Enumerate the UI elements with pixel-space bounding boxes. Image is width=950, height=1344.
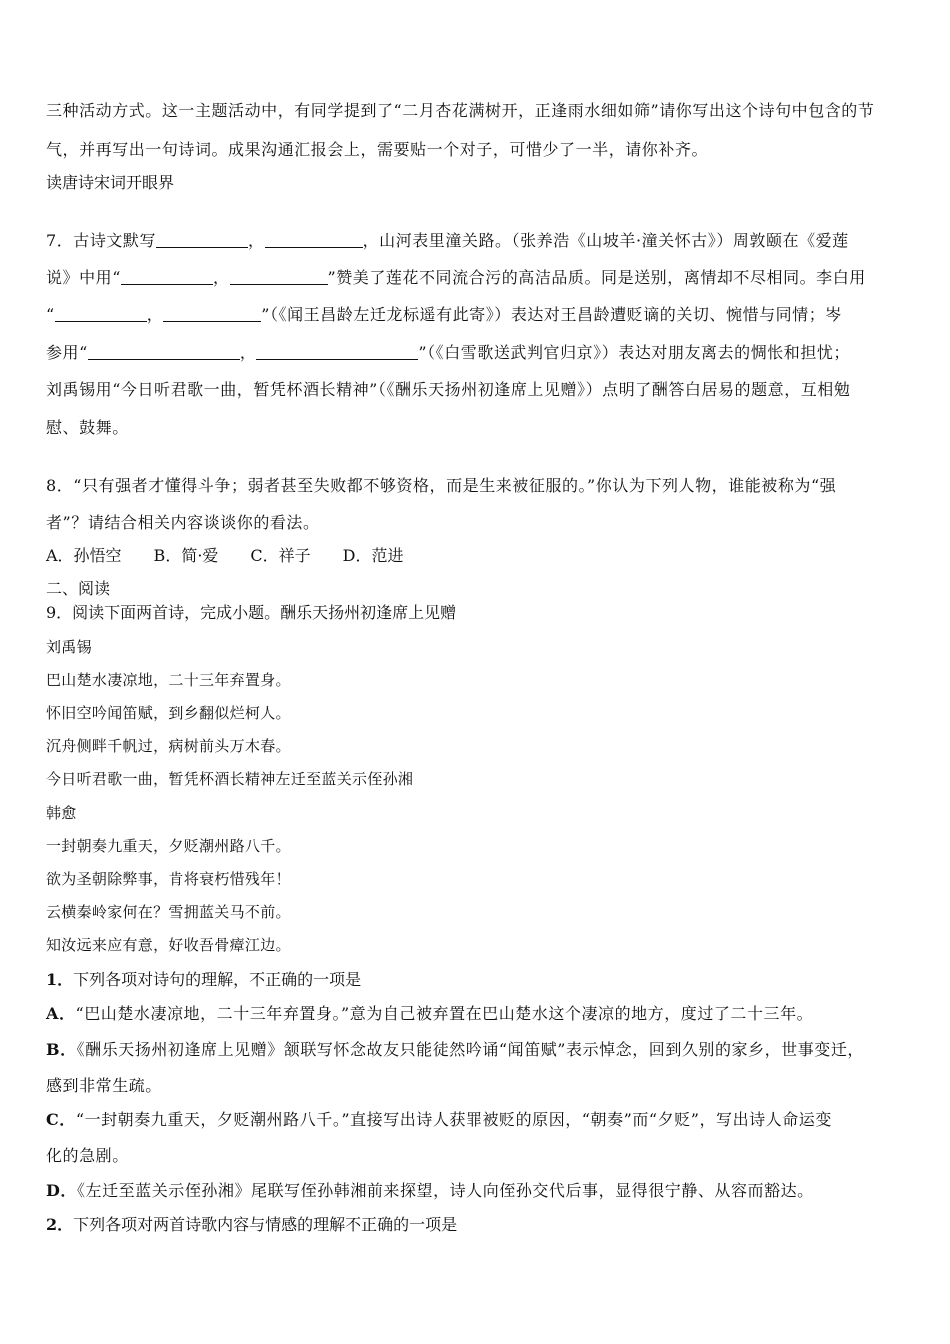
option-label: D． bbox=[46, 1181, 77, 1200]
subq1-option-b bbox=[46, 1040, 864, 1060]
poem1-line-1: 巴山楚水凄凉地，二十三年弃置身。 bbox=[46, 671, 291, 689]
subq2-text: 下列各项对两首诗歌内容与情感的理解不正确的一项是 bbox=[73, 1215, 458, 1234]
answer-blank[interactable] bbox=[55, 306, 147, 322]
subq2-stem bbox=[46, 1215, 457, 1235]
q7-text: 说》中用“ bbox=[46, 268, 121, 287]
intro-line-2: 气，并再写出一句诗词。成果沟通汇报会上，需要贴一个对子，可惜少了一半，请你补齐。 bbox=[46, 140, 709, 159]
poem1-line-3: 沉舟侧畔千帆过，病树前头万木春。 bbox=[46, 737, 291, 755]
subq1-option-b-cont: 感到非常生疏。 bbox=[46, 1076, 162, 1095]
option-text: 《左迁至蓝关示侄孙湘》尾联写侄孙韩湘前来探望，诗人向侄孙交代后事，显得很宁静、从容而豁达。 bbox=[76, 1181, 814, 1200]
q7-text: ”（《白雪歌送武判官归京》）表达对朋友离去的惆怅和担忧； bbox=[418, 343, 850, 362]
q7-line-6: 慰、鼓舞。 bbox=[46, 418, 129, 437]
option-text: “一封朝奏九重天，夕贬潮州路八千。”直接写出诗人获罪被贬的原因，“朝奏”而“夕贬”，写出诗人命运变 bbox=[75, 1110, 832, 1129]
subq1-text: 下列各项对诗句的理解，不正确的一项是 bbox=[73, 970, 362, 989]
subq1-stem bbox=[46, 970, 361, 990]
q7-text: 7．古诗文默写 bbox=[46, 231, 157, 250]
answer-blank[interactable] bbox=[163, 306, 261, 322]
q9-lead: 9．阅读下面两首诗，完成小题。酬乐天扬州初逢席上见赠 bbox=[46, 603, 457, 622]
poem1-author: 刘禹锡 bbox=[46, 638, 92, 656]
q7-line-1 bbox=[46, 231, 849, 251]
option-label: C． bbox=[46, 1110, 76, 1129]
subq1-number: 1． bbox=[46, 970, 74, 989]
poem1-line-2: 怀旧空吟闻笛赋，到乡翻似烂柯人。 bbox=[46, 704, 291, 722]
subq1-option-c-cont: 化的急剧。 bbox=[46, 1146, 129, 1165]
q8-options: A．孙悟空 B．简·爱 C．祥子 D．范进 bbox=[46, 546, 404, 565]
poem2-author: 韩愈 bbox=[46, 804, 77, 822]
q7-text: ， bbox=[248, 231, 265, 250]
intro-line-3: 读唐诗宋词开眼界 bbox=[46, 173, 175, 192]
q7-text: “ bbox=[46, 305, 55, 324]
q7-text: ，山河表里潼关路。（张养浩《山坡羊·潼关怀古》）周敦颐在《爱莲 bbox=[362, 231, 849, 250]
poem2-line-4: 知汝远来应有意，好收吾骨瘴江边。 bbox=[46, 936, 291, 954]
subq2-number: 2． bbox=[46, 1215, 74, 1234]
answer-blank[interactable] bbox=[230, 269, 328, 285]
poem2-line-3: 云横秦岭家何在？雪拥蓝关马不前。 bbox=[46, 903, 291, 921]
q7-line-4 bbox=[46, 343, 850, 363]
option-label: A． bbox=[46, 1004, 76, 1023]
q8-line-1: 8．“只有强者才懂得斗争；弱者甚至失败都不够资格，而是生来被征服的。”你认为下列人物，谁能被称为“强 bbox=[46, 476, 837, 495]
q7-line-3 bbox=[46, 305, 842, 325]
q8-line-2: 者”？请结合相关内容谈谈你的看法。 bbox=[46, 513, 320, 532]
q7-text: ， bbox=[239, 343, 257, 362]
answer-blank[interactable] bbox=[156, 232, 248, 248]
option-text: “巴山楚水凄凉地，二十三年弃置身。”意为自己被弃置在巴山楚水这个凄凉的地方，度过了二十三年。 bbox=[75, 1004, 814, 1023]
poem2-line-1: 一封朝奏九重天，夕贬潮州路八千。 bbox=[46, 837, 291, 855]
q7-text: ， bbox=[212, 268, 230, 287]
intro-line-1: 三种活动方式。这一主题活动中，有同学提到了“二月杏花满树开，正逢雨水细如筛”请你写出这个诗句中包含的节 bbox=[46, 101, 875, 120]
q7-line-2 bbox=[46, 268, 866, 288]
section-heading: 二、阅读 bbox=[46, 579, 111, 598]
q7-line-5: 刘禹锡用“今日听君歌一曲，暂凭杯酒长精神”（《酬乐天扬州初逢席上见赠》）点明了酬答白居易的题意，互相勉 bbox=[46, 380, 851, 399]
q7-text: ”（《闻王昌龄左迁龙标遥有此寄》）表达对王昌龄遭贬谪的关切、惋惜与同情；岑 bbox=[261, 305, 842, 324]
subq1-option-a bbox=[46, 1004, 813, 1024]
subq1-option-d bbox=[46, 1181, 814, 1201]
q7-text: 参用“ bbox=[46, 343, 88, 362]
answer-blank[interactable] bbox=[88, 344, 240, 360]
q7-text: ， bbox=[146, 305, 164, 324]
option-text: 《酬乐天扬州初逢席上见赠》颔联写怀念故友只能徒然吟诵“闻笛赋”表示悼念，回到久别的家乡，世事变迁， bbox=[76, 1040, 864, 1059]
option-label: B． bbox=[46, 1040, 77, 1059]
poem1-line-4: 今日听君歌一曲，暂凭杯酒长精神左迁至蓝关示侄孙湘 bbox=[46, 770, 414, 788]
answer-blank[interactable] bbox=[265, 232, 363, 248]
poem2-line-2: 欲为圣朝除弊事，肯将衰朽惜残年！ bbox=[46, 870, 291, 888]
answer-blank[interactable] bbox=[121, 269, 213, 285]
q7-text: ”赞美了莲花不同流合污的高洁品质。同是送别，离情却不尽相同。李白用 bbox=[327, 268, 866, 287]
answer-blank[interactable] bbox=[256, 344, 418, 360]
subq1-option-c bbox=[46, 1110, 832, 1130]
